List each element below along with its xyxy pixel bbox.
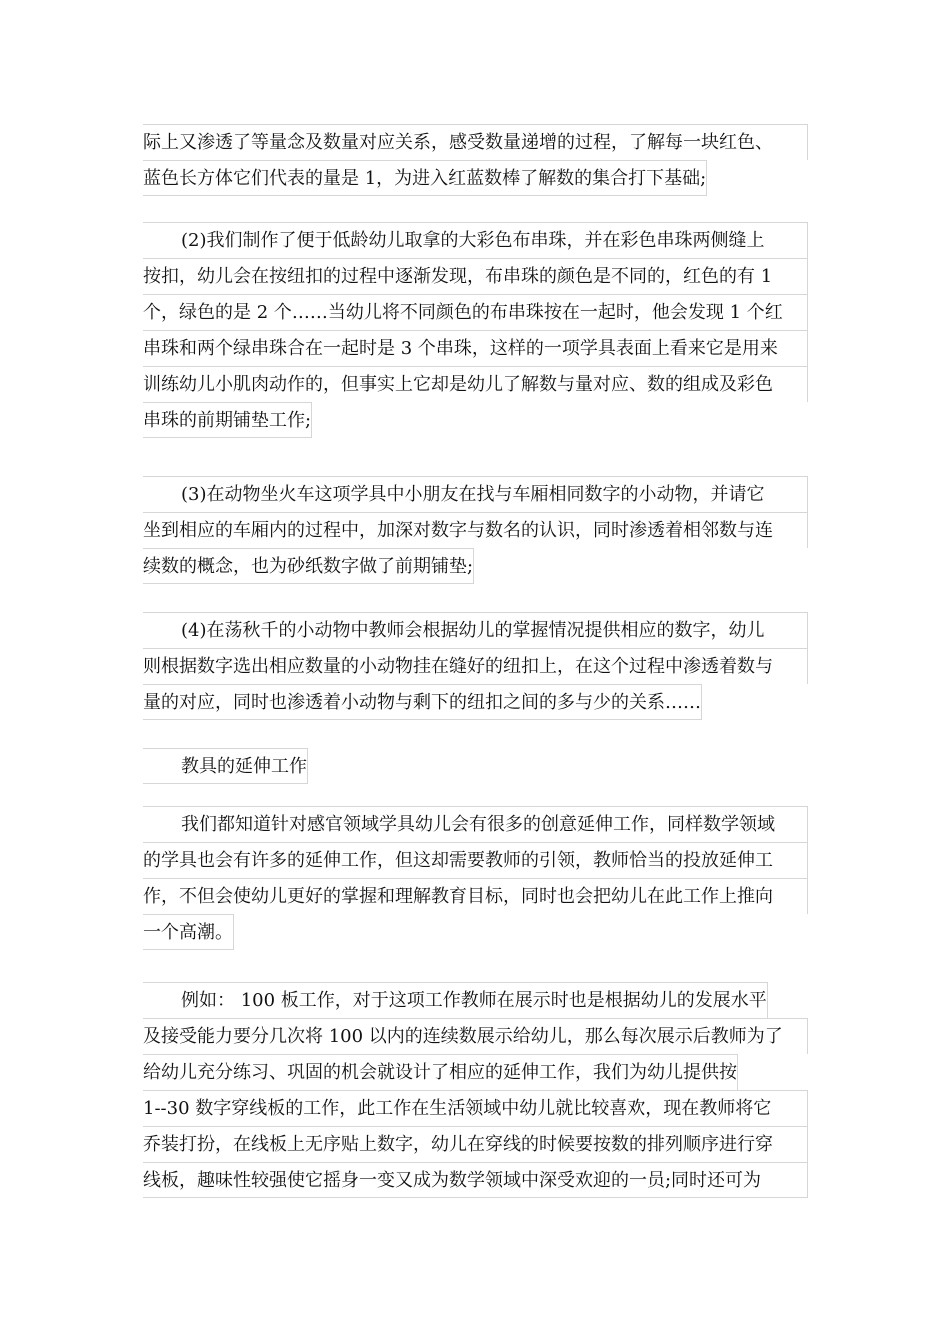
text-line: (3)在动物坐火车这项学具中小朋友在找与车厢相同数字的小动物，并请它 <box>143 476 808 512</box>
paragraph-6 <box>143 982 808 1198</box>
text-line: 坐到相应的车厢内的过程中，加深对数字与数名的认识，同时渗透着相邻数与连 <box>143 512 808 548</box>
text-line: 则根据数字选出相应数量的小动物挂在缝好的纽扣上，在这个过程中渗透着数与 <box>143 648 808 684</box>
text-line: 的学具也会有许多的延伸工作，但这却需要教师的引领，教师恰当的投放延伸工 <box>143 842 808 878</box>
text-line: (4)在荡秋千的小动物中教师会根据幼儿的掌握情况提供相应的数字，幼儿 <box>143 612 808 648</box>
text-line: 蓝色长方体它们代表的量是 1，为进入红蓝数棒了解数的集合打下基础; <box>143 160 707 196</box>
section-heading <box>143 748 808 784</box>
text-line: 际上又渗透了等量念及数量对应关系，感受数量递增的过程，了解每一块红色、 <box>143 124 808 160</box>
text-line: (2)我们制作了便于低龄幼儿取拿的大彩色布串珠，并在彩色串珠两侧缝上 <box>143 222 808 258</box>
paragraph-1 <box>143 124 808 196</box>
text-line: 串珠的前期铺垫工作; <box>143 402 312 438</box>
heading-text: 教具的延伸工作 <box>143 748 308 784</box>
text-line: 线板，趣味性较强使它摇身一变又成为数学领域中深受欢迎的一员;同时还可为 <box>143 1162 808 1198</box>
text-line: 按扣，幼儿会在按纽扣的过程中逐渐发现，布串珠的颜色是不同的，红色的有 1 <box>143 258 808 294</box>
paragraph-3 <box>143 476 808 584</box>
text-line: 乔装打扮，在线板上无序贴上数字，幼儿在穿线的时候要按数的排列顺序进行穿 <box>143 1126 808 1162</box>
text-line: 一个高潮。 <box>143 914 234 950</box>
text-line: 串珠和两个绿串珠合在一起时是 3 个串珠，这样的一项学具表面上看来它是用来 <box>143 330 808 366</box>
paragraph-2 <box>143 222 808 438</box>
text-line: 训练幼儿小肌肉动作的，但事实上它却是幼儿了解数与量对应、数的组成及彩色 <box>143 366 808 402</box>
paragraph-4 <box>143 612 808 720</box>
text-line: 1--30 数字穿线板的工作，此工作在生活领域中幼儿就比较喜欢，现在教师将它 <box>143 1090 808 1126</box>
text-line: 续数的概念，也为砂纸数字做了前期铺垫; <box>143 548 474 584</box>
text-line: 给幼儿充分练习、巩固的机会就设计了相应的延伸工作，我们为幼儿提供按 <box>143 1054 738 1090</box>
text-line: 我们都知道针对感官领域学具幼儿会有很多的创意延伸工作，同样数学领域 <box>143 806 808 842</box>
text-line: 例如： 100 板工作，对于这项工作教师在展示时也是根据幼儿的发展水平 <box>143 982 768 1018</box>
text-line: 作，不但会使幼儿更好的掌握和理解教育目标，同时也会把幼儿在此工作上推向 <box>143 878 808 914</box>
text-line: 量的对应，同时也渗透着小动物与剩下的纽扣之间的多与少的关系…… <box>143 684 702 720</box>
text-line: 个，绿色的是 2 个……当幼儿将不同颜色的布串珠按在一起时，他会发现 1 个红 <box>143 294 808 330</box>
paragraph-5 <box>143 806 808 950</box>
text-line: 及接受能力要分几次将 100 以内的连续数展示给幼儿，那么每次展示后教师为了 <box>143 1018 808 1054</box>
